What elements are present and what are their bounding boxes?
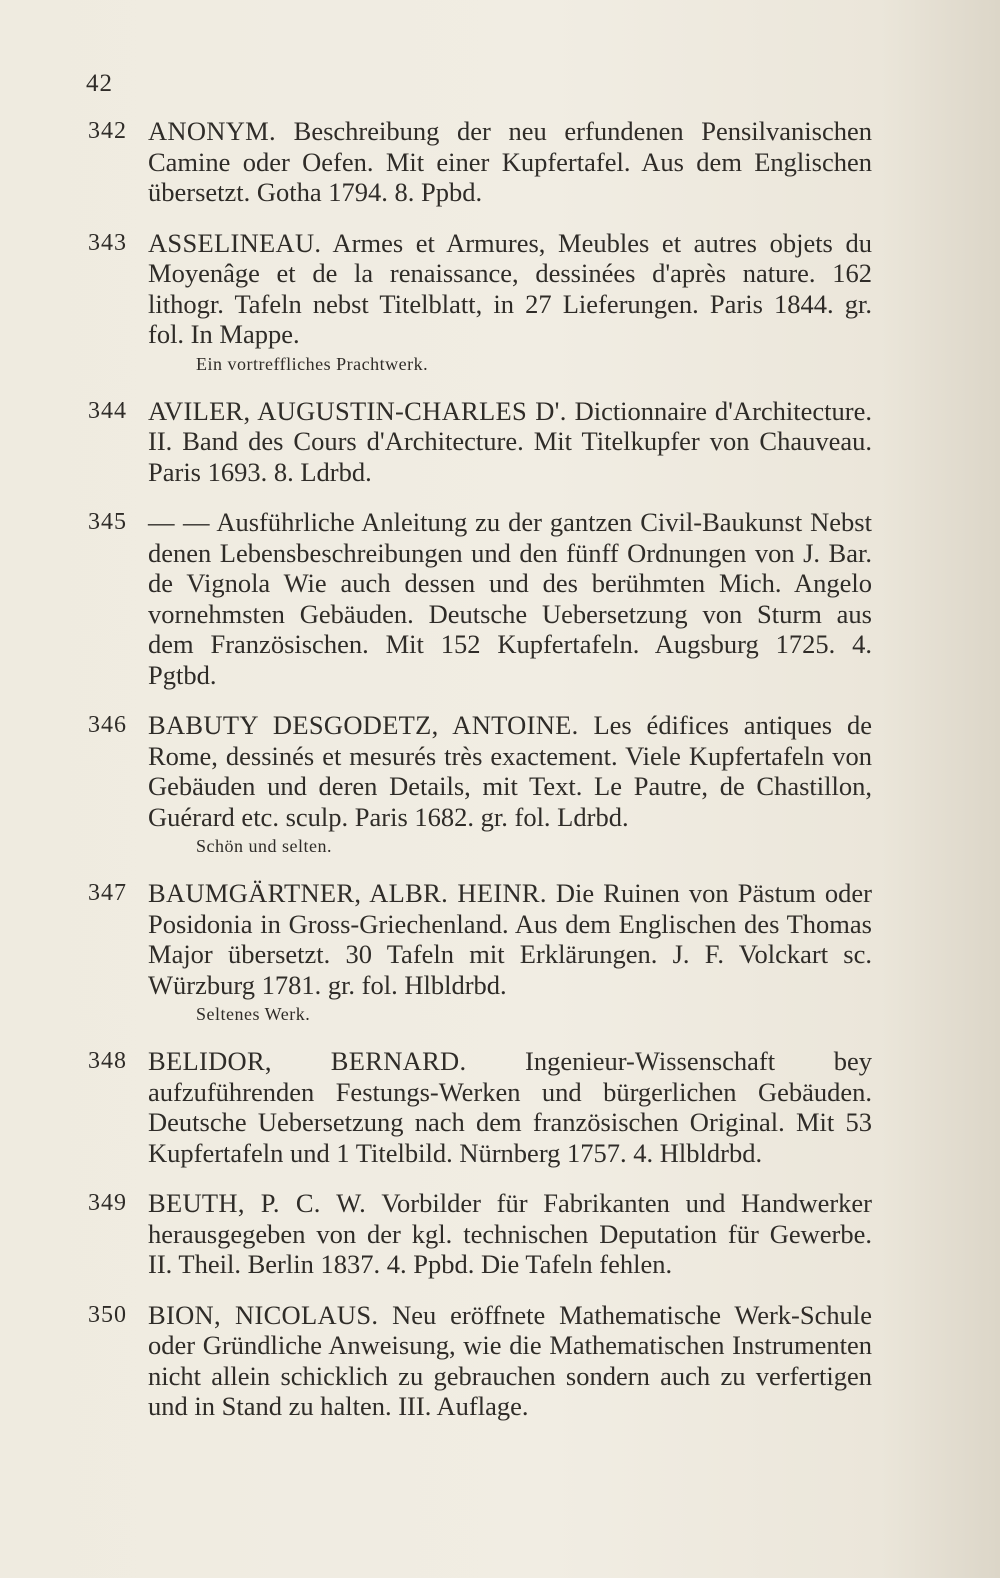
entry-author: BABUTY DESGODETZ, ANTOINE.	[148, 710, 579, 740]
entry-author: BELIDOR, BERNARD.	[148, 1046, 467, 1076]
entry-text: Neu eröffnete Mathematische Werk-Schule oder Gründliche Anweisung, wie die Mathematischen Instrumenten nicht allein schicklich zu gebrauchen sondern auch zu verfertigen und in Stand zu halten. III. Auflage.	[148, 1299, 872, 1421]
entry-note: Seltenes Werk.	[196, 1004, 311, 1024]
entry-text: Ingenieur-Wissenschaft bey aufzuführenden Festungs-Werken und bürgerlichen Gebäuden. Deutsche Uebersetzung nach dem französischen Original. Mit 53 Kupfertafeln und 1 Titelbild. Nürnberg 1757. 4. Hlbldrbd.	[148, 1046, 872, 1168]
catalog-entry-344	[0, 396, 1000, 488]
entry-body	[148, 710, 872, 832]
entry-author: BION, NICOLAUS.	[148, 1299, 379, 1330]
entry-text: Dictionnaire d'Architecture. II. Band des Cours d'Architecture. Mit Titelkupfer von Chauveau. Paris 1693. 8. Ldrbd.	[148, 395, 872, 487]
entry-author: ANONYM.	[148, 116, 276, 146]
entry-body	[148, 396, 872, 488]
entry-text: Ausführliche Anleitung zu der gantzen Civil-Baukunst Nebst denen Lebensbeschreibungen und den fünff Ordnungen von J. Bar. de Vignola Wie auch dessen und des berühmten Mich. Angelo vornehmsten Gebäuden. Deutsche Uebersetzung von Sturm aus dem Französischen. Mit 152 Kupfertafeln. Augsburg 1725. 4. Pgtbd.	[148, 507, 872, 690]
entry-number: 342	[88, 118, 127, 144]
entry-body	[148, 228, 872, 350]
entry-number: 349	[88, 1190, 127, 1216]
entry-author: AVILER, AUGUSTIN-CHARLES D'.	[148, 395, 567, 426]
entry-list	[0, 116, 1000, 1442]
catalog-entry-346	[0, 710, 1000, 858]
entry-body	[148, 1046, 872, 1168]
entry-number: 350	[88, 1301, 127, 1328]
entry-number: 344	[88, 397, 127, 424]
entry-body	[148, 116, 872, 208]
entry-number: 345	[88, 509, 127, 535]
entry-text: Armes et Armures, Meubles et autres objets du Moyenâge et de la renaissance, dessinées d'après nature. 162 lithogr. Tafeln nebst Titelblatt, in 27 Lieferungen. Paris 1844. gr. fol. In Mappe.	[148, 227, 872, 349]
catalog-entry-349	[0, 1188, 1000, 1280]
entry-note: Ein vortreffliches Prachtwerk.	[196, 353, 429, 374]
entry-body	[148, 1300, 872, 1422]
entry-text: Die Ruinen von Pästum oder Posidonia in Gross-Griechenland. Aus dem Englischen des Thomas Major übersetzt. 30 Tafeln mit Erklärungen. J. F. Volckart sc. Würzburg 1781. gr. fol. Hlbldrbd.	[148, 878, 873, 1000]
entry-number: 347	[88, 880, 127, 906]
entry-text: Les édifices antiques de Rome, dessinés et mesurés très exactement. Viele Kupfertafeln von Gebäuden und deren Details, mit Text. Le Pautre, de Chastillon, Guérard etc. sculp. Paris 1682. gr. fol. Ldrbd.	[148, 710, 872, 832]
page-number: 42	[86, 70, 113, 97]
entry-text: Beschreibung der neu erfundenen Pensilvanischen Camine oder Oefen. Mit einer Kupfertafel. Aus dem Englischen übersetzt. Gotha 1794. 8. Ppbd.	[148, 116, 872, 207]
catalog-entry-342	[0, 116, 1000, 208]
entry-author: BAUMGÄRTNER, ALBR. HEINR.	[148, 878, 547, 908]
entry-number: 343	[88, 229, 127, 256]
entry-author: BEUTH, P. C. W.	[148, 1188, 367, 1218]
catalog-entry-347	[0, 878, 1000, 1026]
entry-number: 348	[88, 1048, 127, 1074]
entry-number: 346	[88, 712, 127, 738]
entry-author: ASSELINEAU.	[148, 227, 322, 258]
entry-body	[148, 507, 872, 690]
catalog-entry-343	[0, 228, 1000, 376]
catalog-entry-348	[0, 1046, 1000, 1168]
entry-author: — —	[148, 507, 210, 537]
entry-body	[148, 1188, 872, 1280]
entry-text: Vorbilder für Fabrikanten und Handwerker herausgegeben von der kgl. technischen Deputation für Gewerbe. II. Theil. Berlin 1837. 4. Ppbd. Die Tafeln fehlen.	[148, 1188, 873, 1279]
catalog-entry-350	[0, 1300, 1000, 1422]
catalog-entry-345	[0, 507, 1000, 690]
entry-note: Schön und selten.	[196, 836, 332, 856]
entry-body	[148, 878, 872, 1000]
